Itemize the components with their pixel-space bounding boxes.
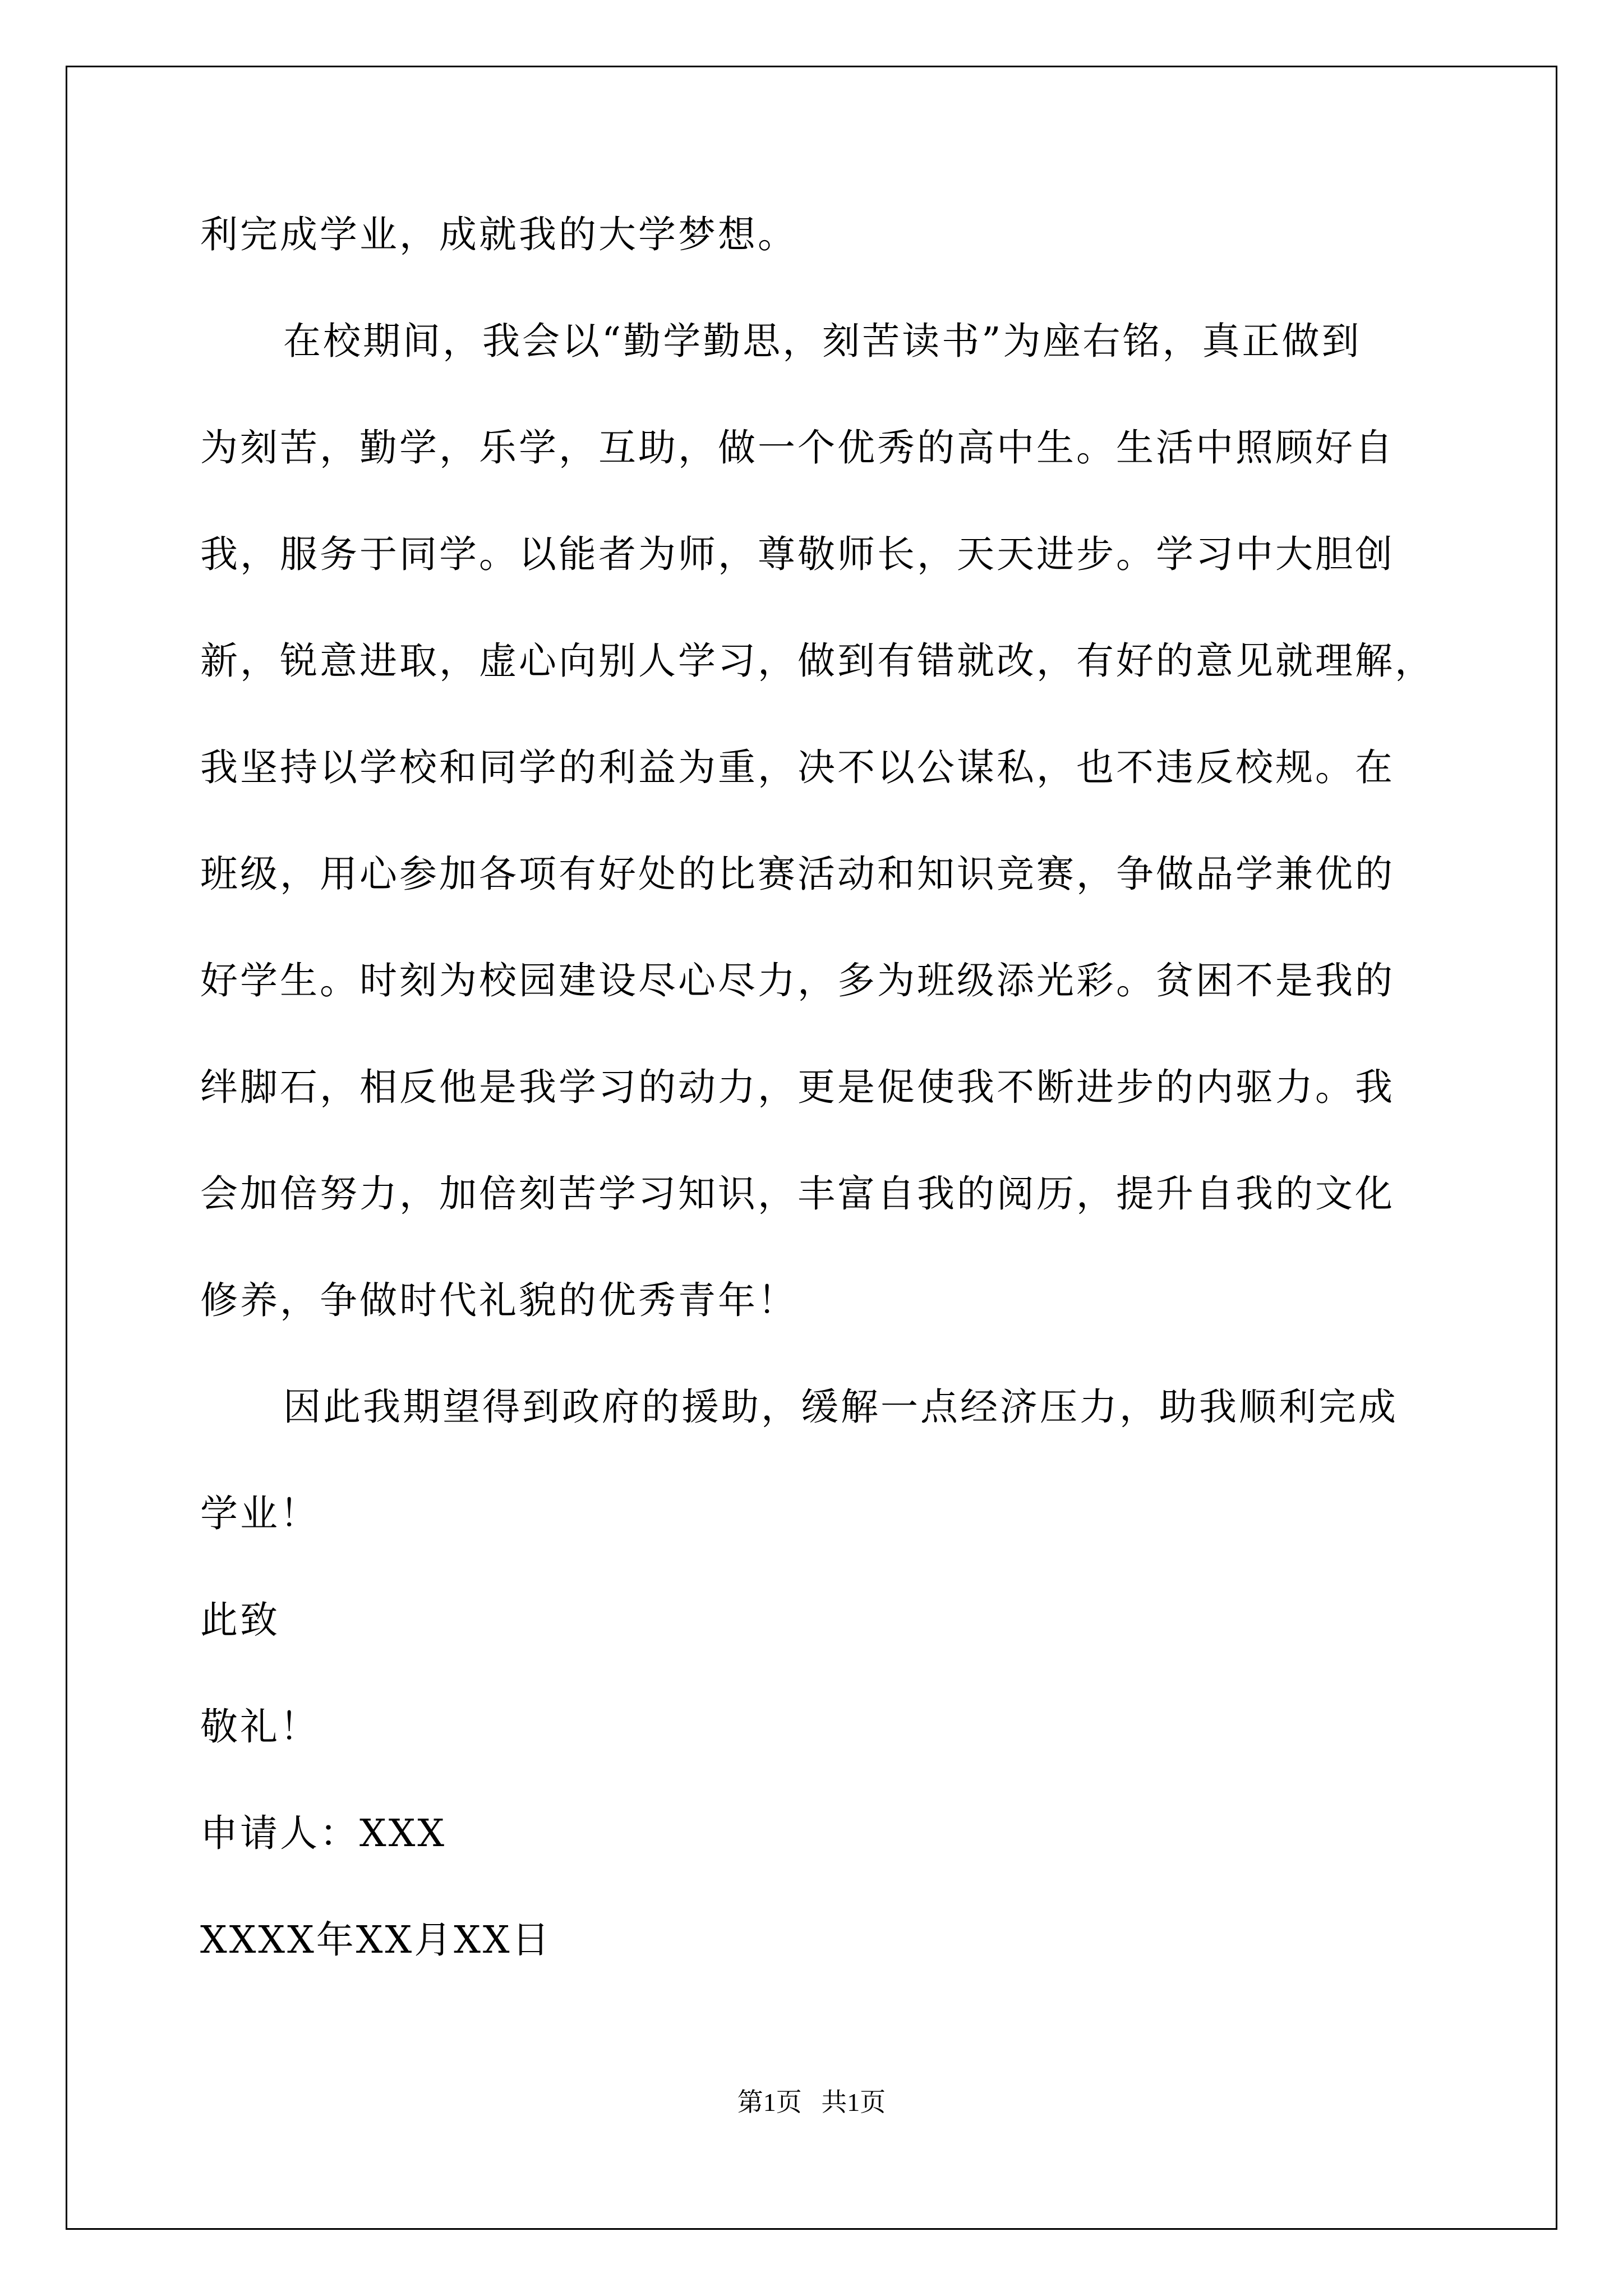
- body-line-1: 利完成学业，成就我的大学梦想。: [200, 213, 797, 256]
- body-line-10: 会加倍努力，加倍刻苦学习知识，丰富自我的阅历，提升自我的文化: [200, 1172, 1395, 1216]
- body-line-13: 学业！: [200, 1492, 320, 1535]
- body-line-4: 我，服务于同学。以能者为师，尊敬师长，天天进步。学习中大胆创: [200, 532, 1395, 576]
- paragraph-start-line: 因此我期望得到政府的援助，缓解一点经济压力，助我顺利完成: [283, 1385, 1398, 1429]
- body-line-3: 为刻苦，勤学，乐学，互助，做一个优秀的高中生。生活中照顾好自: [200, 426, 1395, 470]
- page-border: [66, 66, 1557, 2230]
- page-number-footer: 第1页 共1页: [737, 2088, 886, 2116]
- paragraph-start-line: 在校期间，我会以“勤学勤思，刻苦读书”为座右铭，真正做到: [283, 319, 1362, 363]
- closing-regards: 敬礼！: [200, 1705, 320, 1749]
- body-line-5: 新，锐意进取，虚心向别人学习，做到有错就改，有好的意见就理解，: [200, 639, 1435, 683]
- applicant-signature: 申请人：XXX: [200, 1811, 447, 1855]
- body-line-6: 我坚持以学校和同学的利益为重，决不以公谋私，也不违反校规。在: [200, 746, 1395, 789]
- document-date: XXXX年XX月XX日: [200, 1918, 552, 1962]
- body-line-11: 修养，争做时代礼貌的优秀青年！: [200, 1278, 797, 1322]
- body-line-7: 班级，用心参加各项有好处的比赛活动和知识竞赛，争做品学兼优的: [200, 852, 1395, 896]
- closing-salutation: 此致: [200, 1598, 280, 1642]
- body-line-8: 好学生。时刻为校园建设尽心尽力，多为班级添光彩。贫困不是我的: [200, 959, 1395, 1002]
- body-line-9: 绊脚石，相反他是我学习的动力，更是促使我不断进步的内驱力。我: [200, 1065, 1395, 1109]
